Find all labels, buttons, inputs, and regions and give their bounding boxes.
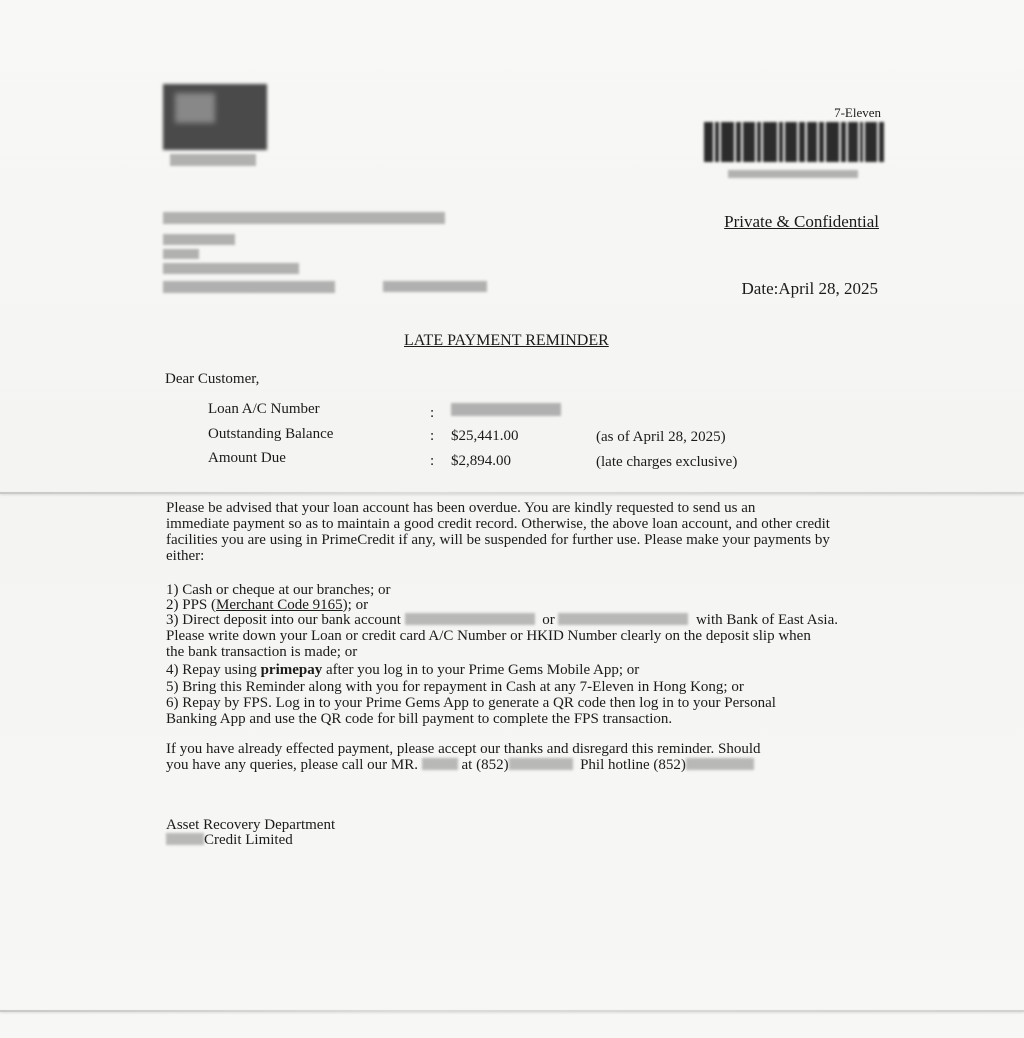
barcode-number-redacted (728, 170, 858, 178)
paper-fold-line (0, 1010, 1024, 1012)
closing-line: If you have already effected payment, please accept our thanks and disregard this reminder. Should (166, 741, 761, 757)
intro-line: either: (166, 548, 205, 564)
payment-option-4: 4) Repay using primepay after you log in to your Prime Gems Mobile App; or (166, 662, 640, 678)
bank-account-redacted (405, 613, 535, 625)
payment-option-3-detail: the bank transaction is made; or (166, 644, 358, 660)
bank-account-redacted (558, 613, 688, 625)
field-colon: : (430, 453, 435, 469)
company-logo-mark-redacted (175, 93, 215, 123)
company-name-redacted (166, 833, 204, 845)
intro-line: immediate payment so as to maintain a good credit record. Otherwise, the above loan account, and other credit (166, 516, 830, 532)
primepay-label: primepay (260, 662, 323, 678)
payment-option-5: 5) Bring this Reminder along with you for repayment in Cash at any 7-Eleven in Hong Kong; or (166, 679, 744, 695)
recipient-name-redacted (163, 212, 445, 224)
field-colon: : (430, 405, 435, 421)
officer-name-redacted (422, 758, 458, 770)
outstanding-balance-value: $25,441.00 (451, 428, 519, 444)
recipient-address-line-redacted (163, 234, 235, 245)
field-label: Outstanding Balance (208, 426, 334, 442)
amount-due-value: $2,894.00 (451, 453, 511, 469)
field-colon: : (430, 428, 435, 444)
payment-option-6-detail: Banking App and use the QR code for bill payment to complete the FPS transaction. (166, 711, 673, 727)
amount-due-note: (late charges exclusive) (596, 454, 738, 470)
balance-note: (as of April 28, 2025) (596, 429, 726, 445)
paper-fold-line (0, 492, 1024, 494)
hotline-redacted (686, 758, 754, 770)
barcode-redacted (704, 122, 884, 162)
confidential-label: Private & Confidential (724, 212, 879, 231)
recipient-address-line-redacted (163, 263, 299, 274)
merchant-code: Merchant Code 9165 (216, 597, 343, 613)
brand-label: 7-Eleven (834, 105, 881, 120)
greeting: Dear Customer, (165, 371, 260, 387)
recipient-address-line-redacted (163, 281, 335, 293)
recipient-address-line-redacted (383, 281, 487, 292)
field-label: Loan A/C Number (208, 401, 320, 417)
payment-option-3: 3) Direct deposit into our bank account or with Bank of East Asia. (166, 612, 839, 628)
payment-option-6: 6) Repay by FPS. Log in to your Prime Gems App to generate a QR code then log in to your Personal (166, 695, 776, 711)
payment-option-1: 1) Cash or cheque at our branches; or (166, 582, 391, 598)
payment-option-2: 2) PPS (Merchant Code 9165); or (166, 597, 369, 613)
signature-company: Credit Limited (166, 833, 293, 848)
payment-option-3-detail: Please write down your Loan or credit card A/C Number or HKID Number clearly on the deposit slip when (166, 628, 811, 644)
field-label: Amount Due (208, 450, 286, 466)
logo-caption-redacted (170, 154, 256, 166)
letter-date: Date:April 28, 2025 (741, 279, 878, 298)
intro-line: facilities you are using in PrimeCredit if any, will be suspended for further use. Please make your payments by (166, 532, 830, 548)
intro-line: Please be advised that your loan account has been overdue. You are kindly requested to send us an (166, 500, 756, 516)
letter-title: LATE PAYMENT REMINDER (404, 332, 609, 349)
phone-redacted (509, 758, 573, 770)
signature-department: Asset Recovery Department (166, 817, 336, 833)
loan-number-redacted (451, 403, 561, 416)
recipient-address-line-redacted (163, 249, 199, 259)
closing-contact-line: you have any queries, please call our MR. at (852) Phil hotline (852) (166, 758, 754, 773)
